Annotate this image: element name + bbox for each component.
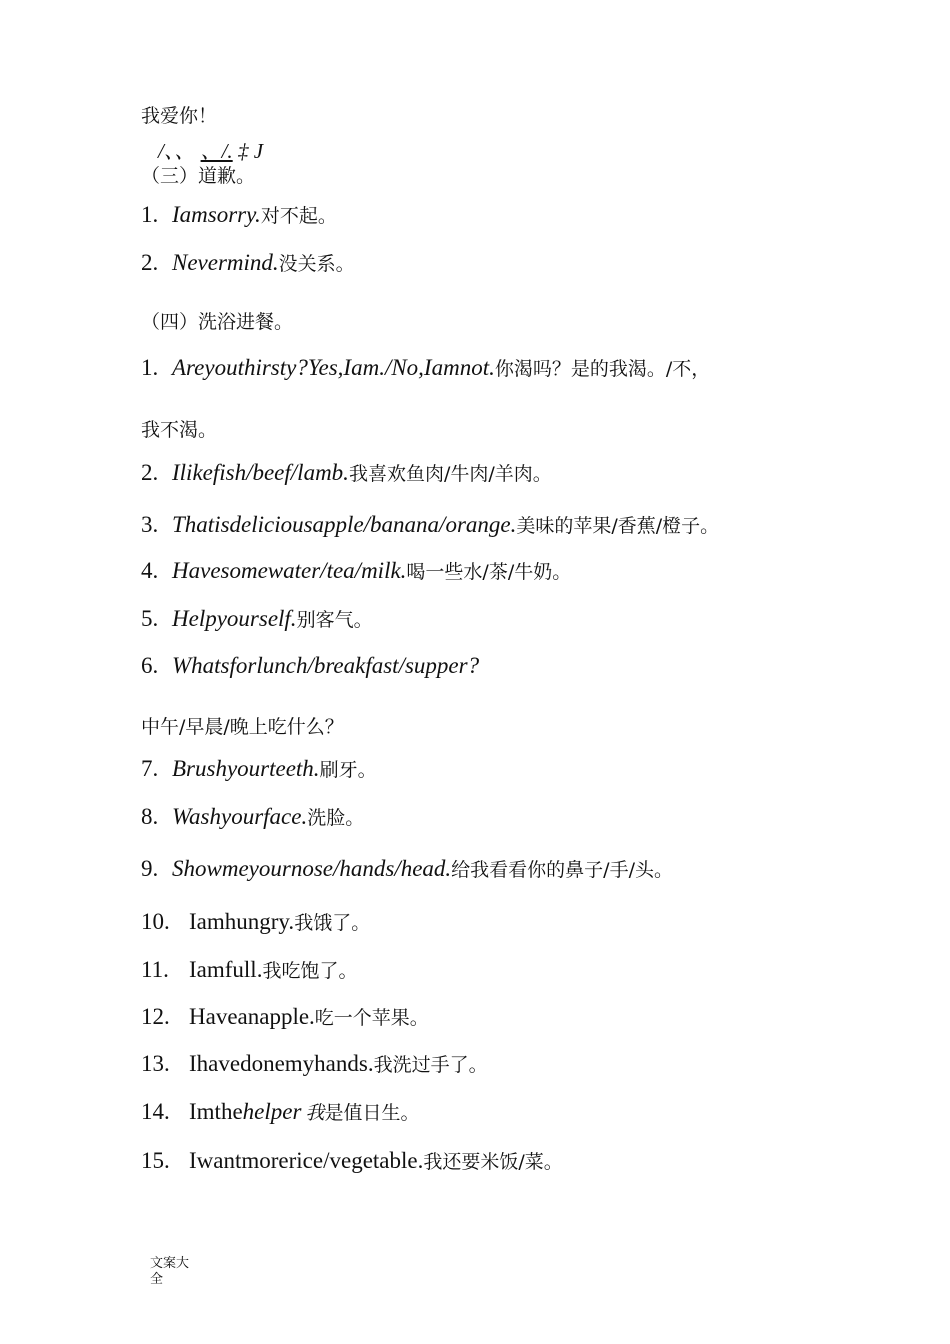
english-phrase: Washyourface. (172, 804, 308, 829)
item-number: 2. (141, 250, 159, 275)
chinese-translation: 美味的苹果/香蕉/橙子。 (516, 515, 720, 537)
phrase-item (141, 908, 370, 935)
chinese-translation: 洗脸。 (307, 807, 365, 829)
english-phrase: Iamhungry. (189, 909, 295, 934)
chinese-translation: 没关系。 (278, 253, 355, 275)
scribble-b: 、/. (200, 139, 233, 163)
phrase-item (141, 956, 357, 983)
intro-line: 我爱你！ (141, 105, 218, 127)
english-phrase: Havesomewater/tea/milk. (172, 558, 407, 583)
item-number: 7. (141, 756, 159, 781)
item-number: 5. (141, 606, 159, 631)
item-number: 15. (141, 1148, 170, 1173)
phrase-item (141, 605, 373, 632)
phrase-item (141, 201, 337, 228)
phrase-item (141, 653, 479, 679)
english-phrase: Nevermind. (172, 250, 279, 275)
chinese-translation: 别客气。 (296, 609, 373, 631)
english-phrase: Iamsorry. (172, 202, 261, 227)
chinese-translation: 是值日生。 (324, 1102, 420, 1124)
chinese-translation: 我洗过手了。 (373, 1054, 488, 1076)
item-number: 2. (141, 460, 159, 485)
item-number: 11. (141, 957, 169, 982)
item-number: 6. (141, 653, 159, 678)
phrase-item (141, 249, 355, 276)
chinese-translation: 我喜欢鱼肉/牛肉/羊肉。 (348, 463, 552, 485)
english-phrase-italic: helper (242, 1099, 302, 1124)
item-number: 1. (141, 202, 159, 227)
chinese-translation: 我吃饱了。 (262, 960, 358, 982)
english-phrase: Ilikefish/beef/lamb. (172, 460, 349, 485)
english-phrase: Haveanapple. (189, 1004, 315, 1029)
section-3-heading: （三）道歉。 (141, 165, 256, 187)
chinese-translation: 喝一些水/茶/牛奶。 (406, 561, 572, 583)
chinese-translation: 给我看看你的鼻子/手/头。 (451, 859, 673, 881)
item-number: 13. (141, 1051, 170, 1076)
english-phrase: Ihavedonemyhands. (189, 1051, 374, 1076)
phrase-item (141, 354, 710, 381)
english-phrase: Imthe (189, 1099, 243, 1124)
phrase-item (141, 557, 571, 584)
chinese-translation-continued: 中午/早晨/晚上吃什么？ (141, 716, 344, 738)
item-number: 14. (141, 1099, 170, 1124)
phrase-item (141, 1098, 419, 1125)
chinese-translation: 我饿了。 (294, 912, 371, 934)
chinese-translation: 对不起。 (260, 205, 337, 227)
item-number: 1. (141, 355, 159, 380)
section-4-heading: （四）洗浴进餐。 (141, 311, 294, 333)
chinese-translation: 我还要米饭/菜。 (423, 1151, 563, 1173)
scribble-c: ‡ J (232, 139, 264, 163)
item-number: 8. (141, 804, 159, 829)
english-phrase: Showmeyournose/hands/head. (172, 856, 452, 881)
english-phrase: Areyouthirsty?Yes,Iam./No,Iamnot. (172, 355, 495, 380)
scribble-a: /、、 (158, 139, 196, 163)
phrase-item (141, 1050, 488, 1077)
item-number: 12. (141, 1004, 170, 1029)
english-phrase: Iwantmorerice/vegetable. (189, 1148, 424, 1173)
english-phrase: Brushyourteeth. (172, 756, 320, 781)
item-number: 10. (141, 909, 170, 934)
footer-text: 文案大全 (150, 1256, 190, 1287)
phrase-item (141, 459, 552, 486)
phrase-item (141, 1003, 429, 1030)
phrase-item (141, 755, 377, 782)
chinese-translation: 吃一个苹果。 (314, 1007, 429, 1029)
english-phrase: Helpyourself. (172, 606, 297, 631)
item-number: 3. (141, 512, 159, 537)
english-phrase: Whatsforlunch/breakfast/supper? (172, 653, 480, 678)
item-number: 9. (141, 856, 159, 881)
phrase-item (141, 803, 364, 830)
english-phrase: Thatisdeliciousapple/banana/orange. (172, 512, 517, 537)
chinese-translation-italic: 我 (305, 1102, 325, 1124)
item-number: 4. (141, 558, 159, 583)
phrase-item (141, 855, 673, 882)
chinese-translation: 刷牙。 (319, 759, 377, 781)
phrase-item (141, 511, 719, 538)
chinese-translation-continued: 我不渴。 (141, 419, 218, 441)
english-phrase: Iamfull. (189, 957, 263, 982)
phrase-item (141, 1147, 563, 1174)
chinese-translation: 你渴吗？是的我渴。/不， (494, 358, 711, 380)
